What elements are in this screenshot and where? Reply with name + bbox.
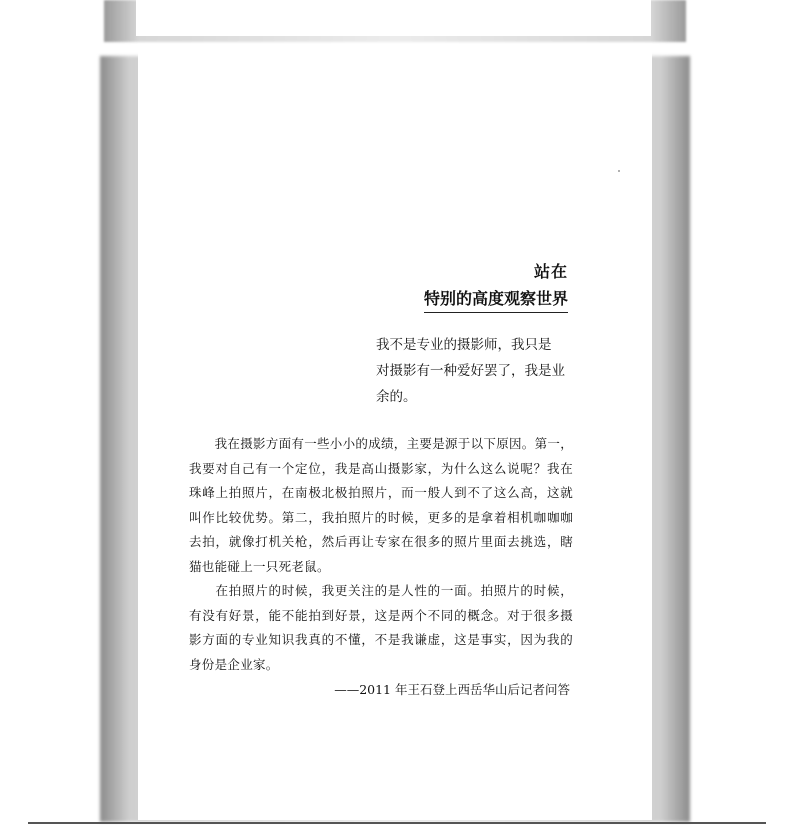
chapter-title-line-2: 特别的高度观察世界 bbox=[424, 286, 568, 313]
text-line: 猫也能碰上一只死老鼠。 bbox=[189, 558, 330, 574]
text-line: 身份是企业家。 bbox=[189, 656, 279, 672]
text-line: 我在摄影方面有一些小小的成绩，主要是源于以下原因。第一， bbox=[189, 436, 574, 451]
quote-line: 对摄影有一种爱好罢了，我是业 bbox=[376, 363, 565, 379]
text-line: 去拍，就像打机关枪，然后再让专家在很多的照片里面去挑选，瞎 bbox=[189, 534, 573, 549]
text-line: 在拍照片的时候，我更关注的是人性的一面。拍照片的时候， bbox=[189, 583, 573, 598]
text-line: 珠峰上拍照片，在南极北极拍照片，而一般人到不了这么高，这就 bbox=[189, 485, 573, 500]
text-line: 有没有好景，能不能拍到好景，这是两个不同的概念。对于很多摄 bbox=[189, 607, 573, 623]
text-line: 影方面的专业知识我真的不懂，不是我谦虚，这是事实，因为我的 bbox=[189, 632, 573, 647]
text-line: 我要对自己有一个定位，我是高山摄影家，为什么这么说呢？我在 bbox=[189, 460, 573, 476]
paragraph-1 bbox=[189, 432, 573, 579]
previous-page bbox=[136, 0, 651, 36]
page-speck bbox=[618, 170, 620, 172]
chapter-title-line-1: 站在 bbox=[533, 262, 568, 281]
quote-line: 余的。 bbox=[376, 389, 417, 405]
body-text bbox=[189, 432, 573, 677]
bottom-edge-line bbox=[28, 822, 766, 824]
text-line: 叫作比较优势。第二，我拍照片的时候，更多的是拿着相机咖咖咖 bbox=[189, 509, 573, 525]
epigraph-quote bbox=[376, 332, 572, 410]
paragraph-2 bbox=[189, 579, 573, 677]
quote-line: 我不是专业的摄影师，我只是 bbox=[376, 337, 552, 353]
attribution: ——2011 年王石登上西岳华山后记者问答 bbox=[334, 682, 570, 697]
